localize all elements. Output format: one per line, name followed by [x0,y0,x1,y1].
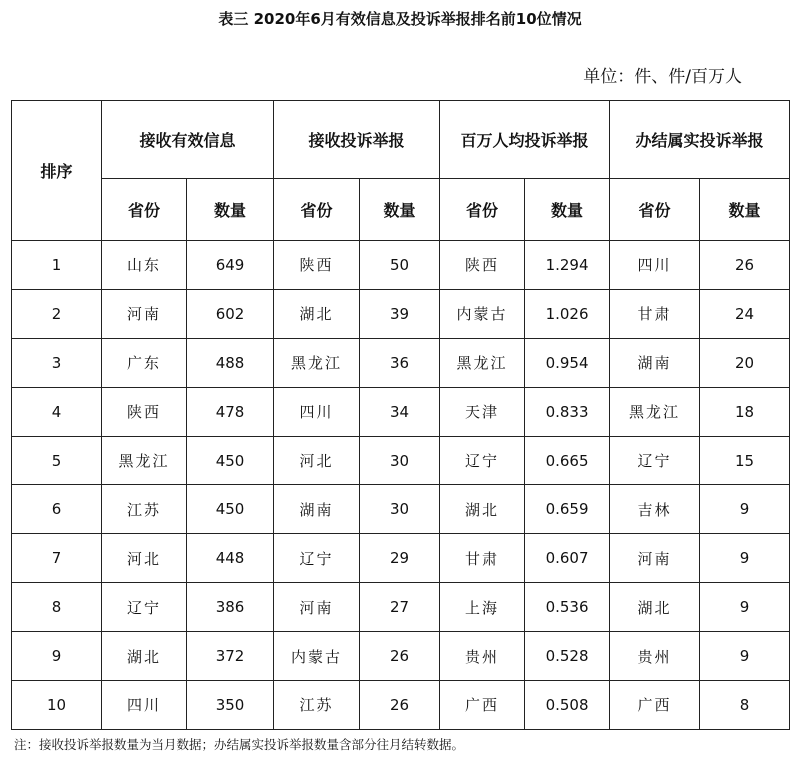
count-cell: 9 [700,485,790,534]
count-cell: 0.508 [525,681,610,730]
rank-cell: 5 [12,436,102,485]
header-row-sub [12,179,790,241]
province-cell: 天津 [440,387,525,436]
count-cell: 0.528 [525,632,610,681]
count-cell: 1.294 [525,241,610,290]
table-row [12,534,790,583]
province-cell: 甘肃 [440,534,525,583]
province-cell: 辽宁 [440,436,525,485]
province-cell: 贵州 [440,632,525,681]
province-cell: 陕西 [440,241,525,290]
province-cell: 河南 [610,534,700,583]
table-row [12,681,790,730]
province-cell: 甘肃 [610,289,700,338]
count-cell: 9 [700,534,790,583]
count-cell: 386 [187,583,274,632]
count-cell: 30 [360,485,440,534]
table-row [12,387,790,436]
province-cell: 河南 [102,289,187,338]
province-cell: 湖南 [610,338,700,387]
province-cell: 江苏 [102,485,187,534]
rank-cell: 1 [12,241,102,290]
count-cell: 27 [360,583,440,632]
count-cell: 450 [187,485,274,534]
province-cell: 四川 [610,241,700,290]
count-cell: 372 [187,632,274,681]
group-header-valid-info: 接收有效信息 [102,101,274,179]
count-cell: 448 [187,534,274,583]
count-header: 数量 [700,179,790,241]
header-row-groups [12,101,790,179]
count-cell: 18 [700,387,790,436]
count-header: 数量 [360,179,440,241]
province-cell: 贵州 [610,632,700,681]
count-header: 数量 [525,179,610,241]
table-body [12,241,790,730]
group-header-complaints: 接收投诉举报 [274,101,440,179]
province-cell: 山东 [102,241,187,290]
province-cell: 湖北 [610,583,700,632]
province-cell: 黑龙江 [440,338,525,387]
province-cell: 河南 [274,583,360,632]
count-cell: 9 [700,583,790,632]
province-cell: 湖北 [274,289,360,338]
province-header: 省份 [610,179,700,241]
count-cell: 50 [360,241,440,290]
count-cell: 478 [187,387,274,436]
count-cell: 36 [360,338,440,387]
count-cell: 30 [360,436,440,485]
count-cell: 350 [187,681,274,730]
province-cell: 湖南 [274,485,360,534]
count-cell: 26 [360,632,440,681]
rank-cell: 7 [12,534,102,583]
province-cell: 内蒙古 [274,632,360,681]
count-cell: 34 [360,387,440,436]
table-row [12,583,790,632]
province-cell: 湖北 [102,632,187,681]
count-cell: 602 [187,289,274,338]
count-cell: 649 [187,241,274,290]
footnote: 注：接收投诉举报数量为当月数据；办结属实投诉举报数量含部分往月结转数据。 [14,737,465,752]
province-cell: 黑龙江 [610,387,700,436]
province-cell: 广西 [440,681,525,730]
province-cell: 四川 [274,387,360,436]
count-cell: 20 [700,338,790,387]
count-cell: 9 [700,632,790,681]
province-cell: 内蒙古 [440,289,525,338]
province-cell: 吉林 [610,485,700,534]
province-cell: 黑龙江 [102,436,187,485]
count-cell: 26 [360,681,440,730]
province-header: 省份 [274,179,360,241]
rank-header: 排序 [12,101,102,241]
province-cell: 黑龙江 [274,338,360,387]
count-cell: 0.833 [525,387,610,436]
table-title: 表三 2020年6月有效信息及投诉举报排名前10位情况 [218,10,582,28]
province-cell: 陕西 [102,387,187,436]
province-cell: 辽宁 [102,583,187,632]
province-cell: 上海 [440,583,525,632]
count-cell: 0.607 [525,534,610,583]
table-row [12,338,790,387]
table-row [12,289,790,338]
count-cell: 0.659 [525,485,610,534]
count-cell: 39 [360,289,440,338]
count-cell: 24 [700,289,790,338]
table-row [12,485,790,534]
count-header: 数量 [187,179,274,241]
group-header-per-million: 百万人均投诉举报 [440,101,610,179]
count-cell: 29 [360,534,440,583]
table-row [12,241,790,290]
count-cell: 0.954 [525,338,610,387]
province-cell: 辽宁 [274,534,360,583]
province-cell: 湖北 [440,485,525,534]
province-cell: 广东 [102,338,187,387]
rank-cell: 3 [12,338,102,387]
count-cell: 0.536 [525,583,610,632]
count-cell: 26 [700,241,790,290]
rank-cell: 8 [12,583,102,632]
province-cell: 广西 [610,681,700,730]
group-header-verified: 办结属实投诉举报 [610,101,790,179]
rank-cell: 4 [12,387,102,436]
rank-cell: 9 [12,632,102,681]
province-cell: 江苏 [274,681,360,730]
count-cell: 8 [700,681,790,730]
province-header: 省份 [440,179,525,241]
rank-cell: 6 [12,485,102,534]
ranking-table [11,100,790,730]
table-row [12,632,790,681]
table-row [12,436,790,485]
rank-cell: 10 [12,681,102,730]
province-cell: 河北 [274,436,360,485]
count-cell: 450 [187,436,274,485]
province-header: 省份 [102,179,187,241]
count-cell: 1.026 [525,289,610,338]
province-cell: 陕西 [274,241,360,290]
unit-label: 单位：件、件/百万人 [583,67,742,87]
province-cell: 四川 [102,681,187,730]
count-cell: 15 [700,436,790,485]
province-cell: 辽宁 [610,436,700,485]
count-cell: 0.665 [525,436,610,485]
rank-cell: 2 [12,289,102,338]
count-cell: 488 [187,338,274,387]
province-cell: 河北 [102,534,187,583]
